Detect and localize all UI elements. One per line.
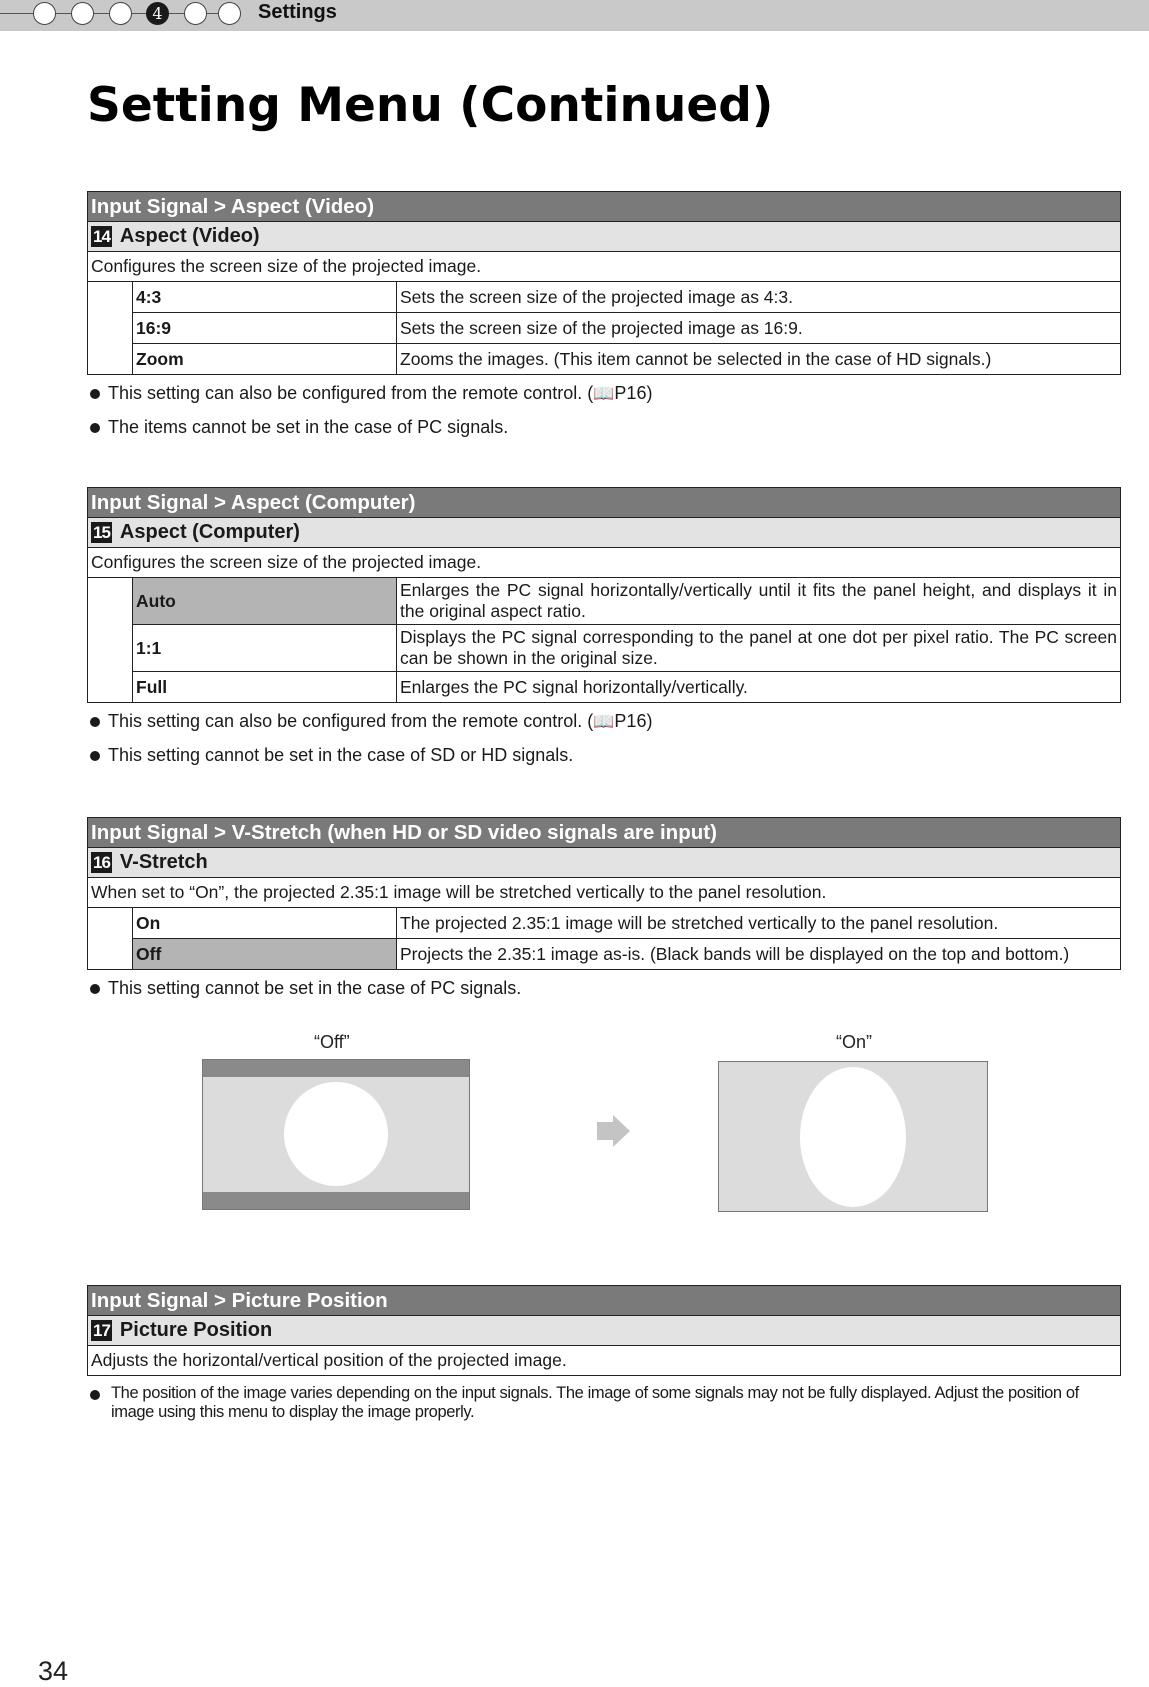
chapter-step-4-active: 4 bbox=[146, 2, 169, 25]
option-explanation: Enlarges the PC signal horizontally/vertically. bbox=[397, 672, 1121, 703]
note-item bbox=[87, 978, 1121, 999]
book-reference-icon: 📖 bbox=[593, 712, 615, 731]
setting-block-picture-position bbox=[87, 1285, 1121, 1435]
chapter-step-2 bbox=[71, 2, 94, 25]
notes-list bbox=[87, 1384, 1121, 1422]
setting-block-v-stretch bbox=[87, 817, 1121, 1012]
note-item bbox=[87, 383, 1121, 404]
item-number-badge: 15 bbox=[93, 523, 110, 542]
notes-list bbox=[87, 711, 1121, 766]
note-item bbox=[87, 1384, 1121, 1422]
option-name-default: Auto bbox=[133, 578, 397, 625]
setting-table bbox=[87, 817, 1121, 970]
figure-label-off: “Off” bbox=[314, 1032, 350, 1052]
option-explanation: Sets the screen size of the projected image as 4:3. bbox=[397, 282, 1121, 313]
option-indent-cell bbox=[88, 908, 133, 970]
item-heading bbox=[88, 518, 1121, 548]
item-name: Aspect (Computer) bbox=[119, 521, 300, 543]
option-name: Zoom bbox=[133, 344, 397, 375]
item-name: Aspect (Video) bbox=[119, 225, 260, 247]
image-stretched-ellipse bbox=[800, 1067, 906, 1207]
image-circle bbox=[284, 1082, 388, 1186]
black-band-top bbox=[203, 1060, 469, 1077]
note-item bbox=[87, 711, 1121, 732]
note-text-tail: ) bbox=[646, 711, 653, 731]
page-number: 34 bbox=[38, 1656, 69, 1686]
menu-path: Input Signal > Picture Position bbox=[88, 1286, 1121, 1316]
screen-preview-on bbox=[718, 1061, 988, 1212]
chapter-step-1 bbox=[33, 2, 56, 25]
setting-block-aspect-computer bbox=[87, 487, 1121, 779]
setting-block-aspect-video bbox=[87, 191, 1121, 451]
chapter-step-6 bbox=[218, 2, 241, 25]
option-name: 4:3 bbox=[133, 282, 397, 313]
option-explanation: The projected 2.35:1 image will be stretched vertically to the panel resolution. bbox=[397, 908, 1121, 939]
note-text: This setting can also be configured from the remote control. ( bbox=[108, 383, 594, 403]
option-explanation: Displays the PC signal corresponding to the panel at one dot per pixel ratio. The PC screen can be shown in the original size. bbox=[397, 625, 1121, 672]
notes-list bbox=[87, 383, 1121, 438]
note-text: The items cannot be set in the case of PC signals. bbox=[108, 417, 509, 437]
chapter-header-bar bbox=[0, 0, 1149, 31]
chapter-step-3 bbox=[109, 2, 132, 25]
option-indent-cell bbox=[88, 282, 133, 375]
screen-preview-off bbox=[202, 1059, 470, 1210]
setting-table bbox=[87, 487, 1121, 703]
item-number-badge: 17 bbox=[93, 1321, 110, 1340]
black-band-bottom bbox=[203, 1192, 469, 1209]
option-name-default: Off bbox=[133, 939, 397, 970]
item-heading bbox=[88, 848, 1121, 878]
item-description: Configures the screen size of the projected image. bbox=[88, 252, 1121, 282]
option-name: On bbox=[133, 908, 397, 939]
book-reference-icon: 📖 bbox=[593, 384, 615, 403]
item-name: V-Stretch bbox=[119, 851, 208, 873]
arrow-right-icon bbox=[595, 1112, 633, 1150]
note-text: The position of the image varies depending on the input signals. The image of some signals may not be fully displayed. Adjust the position of image using this menu to display the image properly. bbox=[111, 1384, 1079, 1421]
item-description: Adjusts the horizontal/vertical position of the projected image. bbox=[88, 1346, 1121, 1376]
item-number-badge: 14 bbox=[93, 227, 110, 246]
option-indent-cell bbox=[88, 578, 133, 703]
menu-path: Input Signal > V-Stretch (when HD or SD video signals are input) bbox=[88, 818, 1121, 848]
option-explanation: Zooms the images. (This item cannot be selected in the case of HD signals.) bbox=[397, 344, 1121, 375]
option-name: Full bbox=[133, 672, 397, 703]
note-item bbox=[87, 417, 1121, 438]
item-heading bbox=[88, 1316, 1121, 1346]
option-name: 1:1 bbox=[133, 625, 397, 672]
item-name: Picture Position bbox=[119, 1319, 273, 1341]
item-number-badge: 16 bbox=[93, 853, 110, 872]
page-reference: P16 bbox=[614, 711, 647, 731]
item-description: Configures the screen size of the projected image. bbox=[88, 548, 1121, 578]
option-name: 16:9 bbox=[133, 313, 397, 344]
note-text: This setting can also be configured from the remote control. ( bbox=[108, 711, 594, 731]
option-explanation: Projects the 2.35:1 image as-is. (Black bands will be displayed on the top and bottom.) bbox=[397, 939, 1121, 970]
note-text: This setting cannot be set in the case of SD or HD signals. bbox=[108, 745, 574, 765]
item-heading bbox=[88, 222, 1121, 252]
page-reference: P16 bbox=[614, 383, 647, 403]
note-item bbox=[87, 745, 1121, 766]
setting-table bbox=[87, 191, 1121, 375]
figure-label-on: “On” bbox=[836, 1032, 872, 1052]
note-text-tail: ) bbox=[646, 383, 653, 403]
option-explanation: Sets the screen size of the projected image as 16:9. bbox=[397, 313, 1121, 344]
section-title: Settings bbox=[258, 1, 337, 23]
item-description: When set to “On”, the projected 2.35:1 image will be stretched vertically to the panel resolution. bbox=[88, 878, 1121, 908]
note-text: This setting cannot be set in the case of PC signals. bbox=[108, 978, 522, 998]
setting-table bbox=[87, 1285, 1121, 1376]
option-explanation: Enlarges the PC signal horizontally/vertically until it fits the panel height, and displays it in the original aspect ratio. bbox=[397, 578, 1121, 625]
notes-list bbox=[87, 978, 1121, 999]
menu-path: Input Signal > Aspect (Computer) bbox=[88, 488, 1121, 518]
menu-path: Input Signal > Aspect (Video) bbox=[88, 192, 1121, 222]
page-title: Setting Menu (Continued) bbox=[87, 78, 774, 133]
chapter-step-5 bbox=[184, 2, 207, 25]
